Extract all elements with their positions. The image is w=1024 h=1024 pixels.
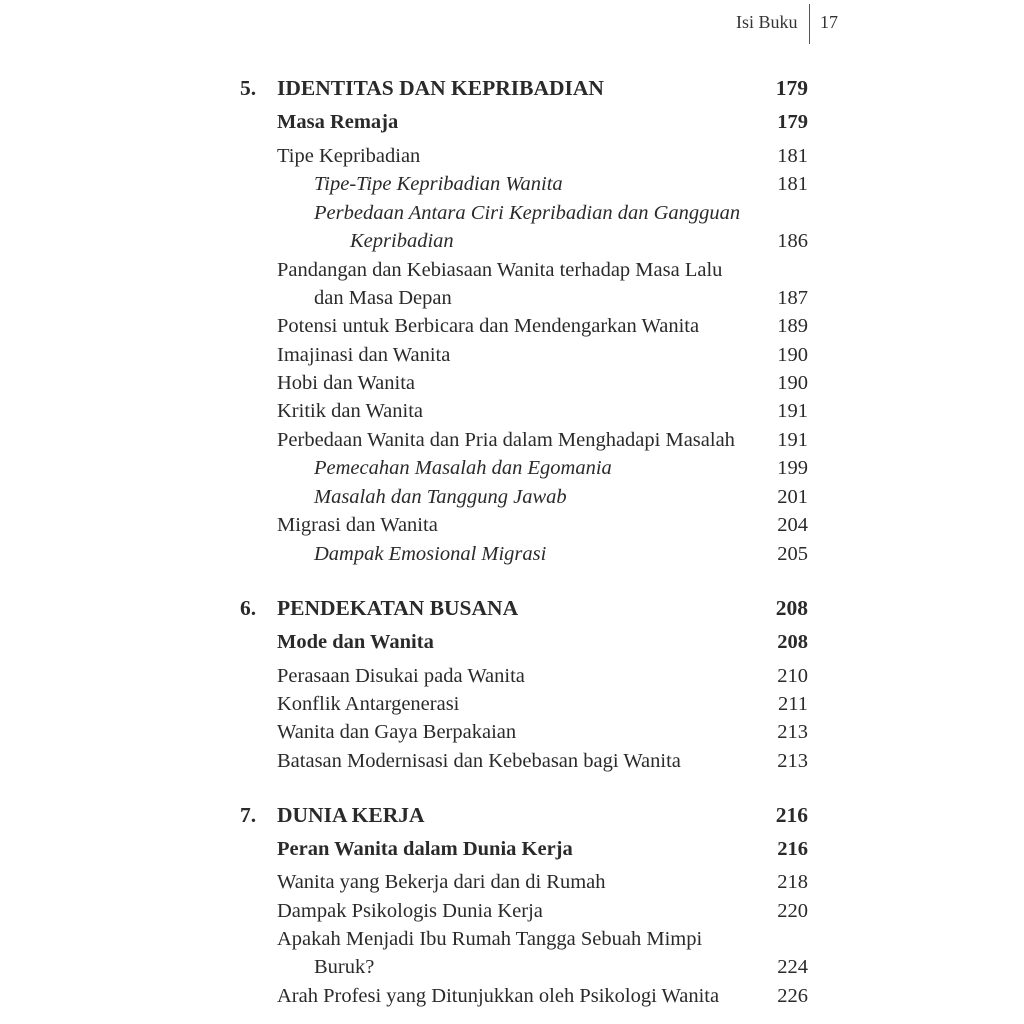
entry-title: Masalah dan Tanggung Jawab bbox=[314, 486, 567, 508]
page-number: 224 bbox=[777, 956, 808, 978]
entry-title: Tipe Kepribadian bbox=[277, 145, 421, 167]
page-number: 199 bbox=[777, 457, 808, 479]
entry-title: Wanita dan Gaya Berpakaian bbox=[277, 721, 517, 743]
entry-title: Dampak Emosional Migrasi bbox=[314, 543, 547, 565]
page-number: 190 bbox=[777, 372, 808, 394]
toc-entry[interactable] bbox=[0, 662, 1024, 690]
chapter-number: 6. bbox=[240, 596, 257, 620]
toc-entry[interactable] bbox=[0, 426, 1024, 454]
entry-title: Perbedaan Wanita dan Pria dalam Menghadapi Masalah bbox=[277, 429, 735, 451]
page-number: 204 bbox=[777, 514, 808, 536]
header-page-number: 17 bbox=[820, 12, 838, 32]
toc-entry[interactable] bbox=[0, 511, 1024, 539]
toc-subentry[interactable] bbox=[0, 199, 1024, 227]
page-number: 190 bbox=[777, 344, 808, 366]
toc-entry[interactable] bbox=[0, 256, 1024, 284]
chapter-title: DUNIA KERJA bbox=[277, 803, 425, 827]
entry-title-continued: dan Masa Depan bbox=[314, 287, 452, 309]
page-number: 179 bbox=[775, 76, 808, 100]
entry-title: Potensi untuk Berbicara dan Mendengarkan Wanita bbox=[277, 315, 700, 337]
page-number: 189 bbox=[777, 315, 808, 337]
chapter-heading[interactable] bbox=[0, 801, 1024, 829]
page-number: 208 bbox=[777, 631, 808, 653]
section-heading[interactable] bbox=[0, 108, 1024, 136]
toc-entry[interactable] bbox=[0, 312, 1024, 340]
page-number: 226 bbox=[777, 985, 808, 1007]
toc-entry-continued[interactable] bbox=[0, 953, 1024, 981]
page-number: 210 bbox=[777, 665, 808, 687]
page-number: 187 bbox=[777, 287, 808, 309]
chapter-title: IDENTITAS DAN KEPRIBADIAN bbox=[277, 76, 604, 100]
entry-title: Perbedaan Antara Ciri Kepribadian dan Gangguan bbox=[314, 202, 741, 224]
section-title: Mode dan Wanita bbox=[277, 631, 434, 653]
entry-title: Arah Profesi yang Ditunjukkan oleh Psikologi Wanita bbox=[277, 985, 720, 1007]
toc-subentry[interactable] bbox=[0, 170, 1024, 198]
toc-subentry[interactable] bbox=[0, 454, 1024, 482]
page-number: 191 bbox=[777, 429, 808, 451]
toc-entry[interactable] bbox=[0, 897, 1024, 925]
page-number: 216 bbox=[775, 803, 808, 827]
entry-title: Pemecahan Masalah dan Egomania bbox=[314, 457, 612, 479]
chapter-heading[interactable] bbox=[0, 74, 1024, 102]
toc-entry[interactable] bbox=[0, 718, 1024, 746]
toc-entry[interactable] bbox=[0, 397, 1024, 425]
entry-title: Dampak Psikologis Dunia Kerja bbox=[277, 900, 543, 922]
entry-title: Imajinasi dan Wanita bbox=[277, 344, 451, 366]
page-number: 181 bbox=[777, 173, 808, 195]
entry-title: Kritik dan Wanita bbox=[277, 400, 423, 422]
chapter-heading[interactable] bbox=[0, 594, 1024, 622]
entry-title: Tipe-Tipe Kepribadian Wanita bbox=[314, 173, 563, 195]
page-number: 211 bbox=[778, 693, 808, 715]
entry-title: Migrasi dan Wanita bbox=[277, 514, 438, 536]
toc-subentry-continued[interactable] bbox=[0, 227, 1024, 255]
chapter-number: 5. bbox=[240, 76, 257, 100]
page-number: 213 bbox=[777, 721, 808, 743]
toc-entry[interactable] bbox=[0, 925, 1024, 953]
section-title: Masa Remaja bbox=[277, 111, 399, 133]
header-divider bbox=[809, 4, 810, 44]
entry-title-continued: Buruk? bbox=[314, 956, 375, 978]
section-heading[interactable] bbox=[0, 628, 1024, 656]
entry-title-continued: Kepribadian bbox=[350, 230, 454, 252]
chapter-number: 7. bbox=[240, 803, 257, 827]
entry-title: Hobi dan Wanita bbox=[277, 372, 416, 394]
page-number: 213 bbox=[777, 750, 808, 772]
toc-entry[interactable] bbox=[0, 868, 1024, 896]
toc-subentry[interactable] bbox=[0, 540, 1024, 568]
entry-title: Konflik Antargenerasi bbox=[277, 693, 460, 715]
toc-entry[interactable] bbox=[0, 369, 1024, 397]
page-number: 179 bbox=[777, 111, 808, 133]
page-number: 191 bbox=[777, 400, 808, 422]
toc-entry-continued[interactable] bbox=[0, 284, 1024, 312]
toc-subentry[interactable] bbox=[0, 483, 1024, 511]
page-number: 220 bbox=[777, 900, 808, 922]
toc-entry[interactable] bbox=[0, 142, 1024, 170]
entry-title: Wanita yang Bekerja dari dan di Rumah bbox=[277, 871, 606, 893]
entry-title: Batasan Modernisasi dan Kebebasan bagi Wanita bbox=[277, 750, 681, 772]
chapter-title: PENDEKATAN BUSANA bbox=[277, 596, 519, 620]
page-number: 218 bbox=[777, 871, 808, 893]
section-title: Peran Wanita dalam Dunia Kerja bbox=[277, 838, 573, 860]
page-number: 201 bbox=[777, 486, 808, 508]
page-number: 181 bbox=[777, 145, 808, 167]
toc-entry[interactable] bbox=[0, 690, 1024, 718]
toc-entry[interactable] bbox=[0, 982, 1024, 1010]
toc-entry[interactable] bbox=[0, 747, 1024, 775]
entry-title: Apakah Menjadi Ibu Rumah Tangga Sebuah Mimpi bbox=[277, 928, 703, 950]
entry-title: Pandangan dan Kebiasaan Wanita terhadap Masa Lalu bbox=[277, 259, 723, 281]
toc-entry[interactable] bbox=[0, 341, 1024, 369]
header-title: Isi Buku bbox=[736, 12, 798, 32]
page-number: 216 bbox=[777, 838, 808, 860]
page-number: 205 bbox=[777, 543, 808, 565]
page-number: 208 bbox=[775, 596, 808, 620]
entry-title: Perasaan Disukai pada Wanita bbox=[277, 665, 525, 687]
page-number: 186 bbox=[777, 230, 808, 252]
section-heading[interactable] bbox=[0, 835, 1024, 863]
